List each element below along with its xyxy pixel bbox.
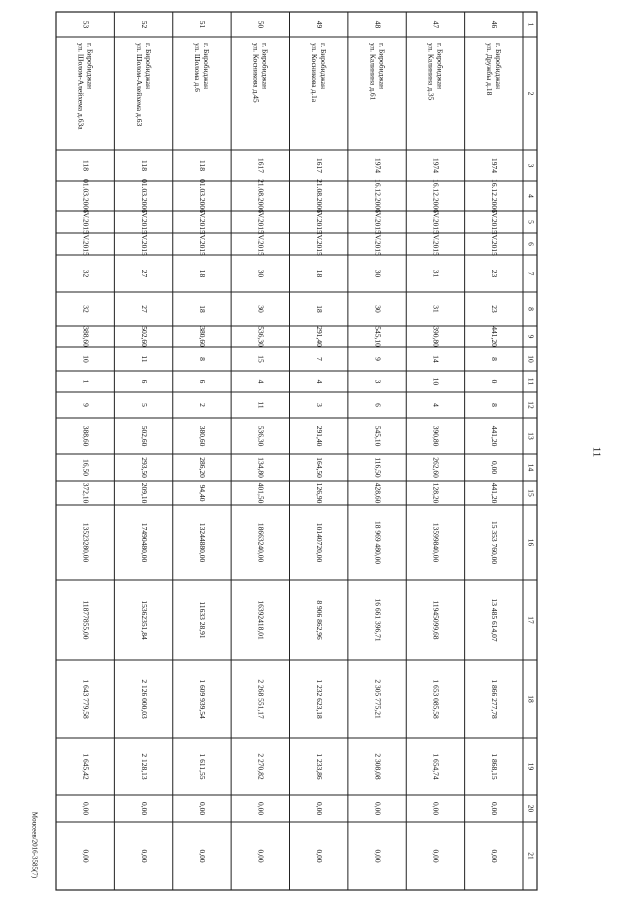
table-cell-value: IV.2015 [139, 232, 149, 256]
table-cell-value: 1617 [314, 158, 324, 173]
column-number-label: 11 [526, 377, 536, 386]
table-cell-value: 3 [373, 379, 383, 384]
table-cell-value: 13244880,00 [198, 522, 208, 563]
table-cell-value: 30 [256, 269, 266, 278]
table-cell-value: 16 661 396,71 [373, 598, 383, 642]
table-cell-value: IV.2015 [198, 210, 208, 234]
table-cell-value: 0,00 [373, 801, 383, 816]
column-number-label: 1 [526, 22, 536, 27]
cell-record-number: 49 [314, 20, 324, 29]
table-cell-value: 16.12.2006 [373, 179, 383, 213]
table-cell-value: 30 [373, 305, 383, 313]
table-cell-value: 13 485 614,07 [490, 598, 500, 642]
column-number-label: 5 [526, 220, 536, 224]
table-cell-value: 16.12.2006 [431, 179, 441, 213]
table-cell-value: 545,10 [373, 425, 383, 447]
table-cell-value: 4 [431, 403, 441, 407]
table-cell-value: 1 653 085,58 [431, 679, 441, 719]
table-cell-value: IV.2015 [256, 210, 266, 234]
table-cell-value: 18 [314, 305, 324, 313]
table-cell-value: 30 [373, 269, 383, 278]
table-cell-value: 31 [431, 305, 441, 313]
table-cell-value: 134,80 [256, 457, 266, 478]
table-cell-value: 6 [139, 379, 149, 384]
column-number-label: 2 [526, 91, 536, 96]
table-cell-value: 18663240,00 [256, 522, 266, 563]
table-cell-value: 128,20 [431, 482, 441, 504]
table-cell-value: 1 654,74 [431, 753, 441, 780]
table-cell-value: 1974 [490, 158, 500, 173]
column-number-label: 6 [526, 242, 536, 246]
cell-record-number: 47 [431, 20, 441, 29]
table-cell-value: IV.2015 [81, 210, 91, 234]
column-number-label: 3 [526, 163, 536, 168]
table-cell-value: IV.2015 [139, 210, 149, 234]
table-cell-value: 94,40 [198, 484, 208, 502]
table-cell-value: 502,60 [139, 326, 149, 347]
table-cell-value: 2 126 000,03 [139, 679, 149, 719]
table-cell-value: 18 969 480,00 [373, 520, 383, 565]
table-cell-value: 1974 [431, 158, 441, 173]
cell-address-city: г. Биробиджан [202, 43, 212, 89]
table-cell-value: 1 609 939,54 [198, 679, 208, 719]
cell-record-number: 53 [81, 20, 91, 29]
table-cell-value: 2 [198, 403, 208, 407]
table-cell-value: 15 353 760,00 [490, 520, 500, 565]
table-cell-value: 23 [490, 305, 500, 313]
table-cell-value: 14 [431, 355, 441, 363]
table-cell-value: 11877855,00 [81, 600, 91, 640]
table-cell-value: 388,60 [81, 326, 91, 347]
column-number-label: 13 [526, 432, 536, 440]
table-cell-value: 16,50 [81, 459, 91, 476]
table-cell-value: 3 [314, 403, 324, 407]
table-cell-value: 209,10 [139, 482, 149, 504]
table-cell-value: 4 [314, 379, 324, 384]
column-number-label: 8 [526, 307, 536, 311]
table-cell-value: 6 [198, 379, 208, 384]
cell-address-city: г. Биробиджан [143, 43, 153, 89]
column-number-label: 15 [526, 489, 536, 497]
table-cell-value: 01.03.2006 [198, 179, 208, 213]
table-cell-value: 0,00 [431, 801, 441, 816]
table-cell-value: 1 643 779,58 [81, 679, 91, 719]
table-cell-value: 502,60 [139, 425, 149, 447]
table-cell-value: IV.2015 [314, 232, 324, 256]
table-cell-value: 8 [198, 357, 208, 361]
column-number-label: 17 [526, 616, 536, 624]
table-cell-value: 1 233,86 [314, 753, 324, 780]
cell-address-street: ул. Калинина д.61 [368, 43, 378, 101]
table-cell-value: 23 [490, 269, 500, 278]
table-cell-value: 1974 [373, 158, 383, 173]
table-cell-value: 2 305 775,21 [373, 679, 383, 719]
table-cell-value: IV.2015 [314, 210, 324, 234]
table-cell-value: 0,00 [314, 849, 324, 863]
table-cell-value: 293,50 [139, 457, 149, 478]
table-cell-value: 262,60 [431, 457, 441, 478]
cell-address-street: ул. Дружбы д.18 [485, 43, 495, 96]
table-cell-value: 01.03.2006 [81, 179, 91, 213]
column-number-label: 9 [526, 334, 536, 339]
table-cell-value: 2 270,82 [256, 753, 266, 780]
table-cell-value: 118 [81, 160, 91, 171]
cell-record-number: 52 [139, 20, 149, 29]
table-cell-value: 9 [81, 403, 91, 407]
table-cell-value: 164,50 [314, 457, 324, 478]
table-cell-value: 126,90 [314, 482, 324, 504]
table-cell-value: 116,50 [373, 457, 383, 478]
table-cell-value: 0,00 [490, 460, 500, 475]
table-cell-value: 27 [139, 269, 149, 278]
table-cell-value: 0,00 [139, 849, 149, 863]
table-cell-value: 118 [139, 160, 149, 171]
table-cell-value: 13523280,00 [81, 522, 91, 563]
page-number: 11 [590, 446, 603, 458]
table-cell-value: 1 866 277,78 [490, 679, 500, 719]
table-cell-value: 8 [490, 403, 500, 407]
column-number-label: 16 [526, 538, 536, 547]
table-cell-value: 441,20 [490, 482, 500, 504]
table-cell-value: 0,00 [198, 849, 208, 863]
cell-address-street: ул. Калинина д.35 [426, 43, 436, 101]
table-cell-value: 0,00 [198, 801, 208, 816]
table-cell-value: 380,60 [198, 326, 208, 347]
cell-record-number: 51 [198, 20, 208, 29]
table-cell-value: 536,30 [256, 326, 266, 347]
table-cell-value: 11 [256, 401, 266, 409]
table-cell-value: 27 [139, 305, 149, 313]
table-cell-value: IV.2015 [490, 232, 500, 256]
table-cell-value: 380,60 [198, 425, 208, 447]
cell-record-number: 46 [490, 20, 500, 29]
cell-address-street: ул. Шолома д.6 [193, 43, 203, 92]
table-cell-value: 0,00 [81, 849, 91, 863]
table-cell-value: 21.08.2006 [256, 179, 266, 213]
table-cell-value: 2 308,08 [373, 753, 383, 780]
cell-address-street: ул. Шолом-Алейхема д.63а [76, 43, 86, 130]
table-cell-value: 1 645,42 [81, 753, 91, 780]
column-number-label: 12 [526, 401, 536, 409]
table-cell-value: IV.2015 [81, 232, 91, 256]
table-cell-value: 388,60 [81, 425, 91, 447]
table-cell-value: 118 [198, 160, 208, 171]
table-cell-value: 372,10 [81, 482, 91, 504]
cell-address-city: г. Биробиджан [435, 43, 445, 89]
table-cell-value: 390,80 [431, 326, 441, 347]
table-cell-value: 286,20 [198, 457, 208, 478]
table-cell-value: 2 268 551,17 [256, 679, 266, 719]
table-cell-value: 291,40 [314, 326, 324, 347]
table-cell-value: 18 [198, 269, 208, 278]
cell-address-city: г. Биробиджан [85, 43, 95, 89]
column-number-label: 19 [526, 762, 536, 771]
table-cell-value: 8 [490, 357, 500, 361]
table-cell-value: 32 [81, 305, 91, 313]
table-cell-value: 5 [139, 403, 149, 407]
table-cell-value: 32 [81, 269, 91, 278]
cell-address-city: г. Биробиджан [260, 43, 270, 89]
table-cell-value: IV.2015 [198, 232, 208, 256]
column-number-label: 14 [526, 463, 536, 472]
table-cell-value: 545,10 [373, 326, 383, 347]
table-cell-value: 18 [198, 305, 208, 313]
table-cell-value: 31 [431, 269, 441, 278]
table-cell-value: 1 611,55 [198, 753, 208, 780]
table-cell-value: 30 [256, 305, 266, 313]
table-cell-value: IV.2015 [431, 232, 441, 256]
column-number-label: 7 [526, 271, 536, 276]
table-cell-value: 428,60 [373, 482, 383, 504]
table-cell-value: 390,80 [431, 425, 441, 447]
table-cell-value: 441,20 [490, 326, 500, 347]
table-cell-value: 291,40 [314, 425, 324, 447]
table-cell-value: 1 [81, 379, 91, 384]
column-number-label: 4 [526, 194, 536, 198]
table-cell-value: 9 [373, 357, 383, 361]
table-cell-value: 11 [139, 355, 149, 363]
column-number-label: 21 [526, 852, 536, 860]
table-cell-value: IV.2015 [373, 232, 383, 256]
cell-address-street: ул. Косникова д.1а [309, 43, 319, 103]
cell-address-city: г. Биробиджан [318, 43, 328, 89]
cell-record-number: 50 [256, 20, 266, 29]
table-cell-value: 10 [431, 377, 441, 386]
table-cell-value: IV.2015 [490, 210, 500, 234]
table-cell-value: IV.2015 [373, 210, 383, 234]
table-cell-value: 0,00 [314, 801, 324, 816]
table-cell-value: 16.12.2006 [490, 179, 500, 213]
column-number-label: 18 [526, 695, 536, 703]
table-cell-value: 11945099,68 [431, 600, 441, 640]
table-cell-value: 8 906 862,96 [314, 600, 324, 640]
table-cell-value: 10140720,00 [314, 522, 324, 563]
table-cell-value: 15362351,84 [139, 600, 149, 640]
column-number-label: 10 [526, 355, 536, 363]
table-cell-value: 1617 [256, 158, 266, 173]
table-cell-value: 0,00 [256, 801, 266, 816]
table-cell-value: 441,20 [490, 425, 500, 447]
table-cell-value: 18 [314, 269, 324, 278]
cell-record-number: 48 [373, 20, 383, 29]
table-cell-value: 0,00 [373, 849, 383, 863]
table-cell-value: 0 [490, 379, 500, 384]
footer-reference: Mouceeв/2016-3585(7) [30, 811, 39, 879]
cell-address-street: ул. Косникова д.45 [251, 43, 261, 103]
table-cell-value: 7 [314, 357, 324, 361]
table-cell-value: 0,00 [81, 801, 91, 816]
table-cell-value: 4 [256, 379, 266, 384]
table-cell-value: 17490480,00 [139, 522, 149, 563]
table-cell-value: 1 232 623,18 [314, 679, 324, 719]
table-cell-value: 0,00 [490, 849, 500, 863]
table-cell-value: 16392418,01 [256, 600, 266, 640]
table-cell-value: 0,00 [490, 801, 500, 816]
table-cell-value: 0,00 [256, 849, 266, 863]
column-number-label: 20 [526, 804, 536, 813]
table-cell-value: 0,00 [431, 849, 441, 863]
table-cell-value: IV.2015 [256, 232, 266, 256]
cell-address-city: г. Биробиджан [494, 43, 504, 89]
cell-address-city: г. Биробиджан [377, 43, 387, 89]
cell-address-street: ул. Шолом-Алейхема д.63 [134, 43, 144, 127]
table-cell-value: 21.08.2006 [314, 179, 324, 213]
table-cell-value: 01.03.2006 [139, 179, 149, 213]
table-cell-value: 11633 28,91 [198, 601, 208, 639]
table-cell-value: 536,30 [256, 425, 266, 447]
table-cell-value: 13599840,00 [431, 522, 441, 563]
table-cell-value: 2 128,13 [139, 753, 149, 780]
table-cell-value: 15 [256, 355, 266, 363]
table-cell-value: 0,00 [139, 801, 149, 816]
table-cell-value: 1 868,15 [490, 753, 500, 780]
table-cell-value: IV.2015 [431, 210, 441, 234]
table-cell-value: 401,50 [256, 482, 266, 504]
table-cell-value: 10 [81, 355, 91, 363]
table-cell-value: 6 [373, 403, 383, 407]
